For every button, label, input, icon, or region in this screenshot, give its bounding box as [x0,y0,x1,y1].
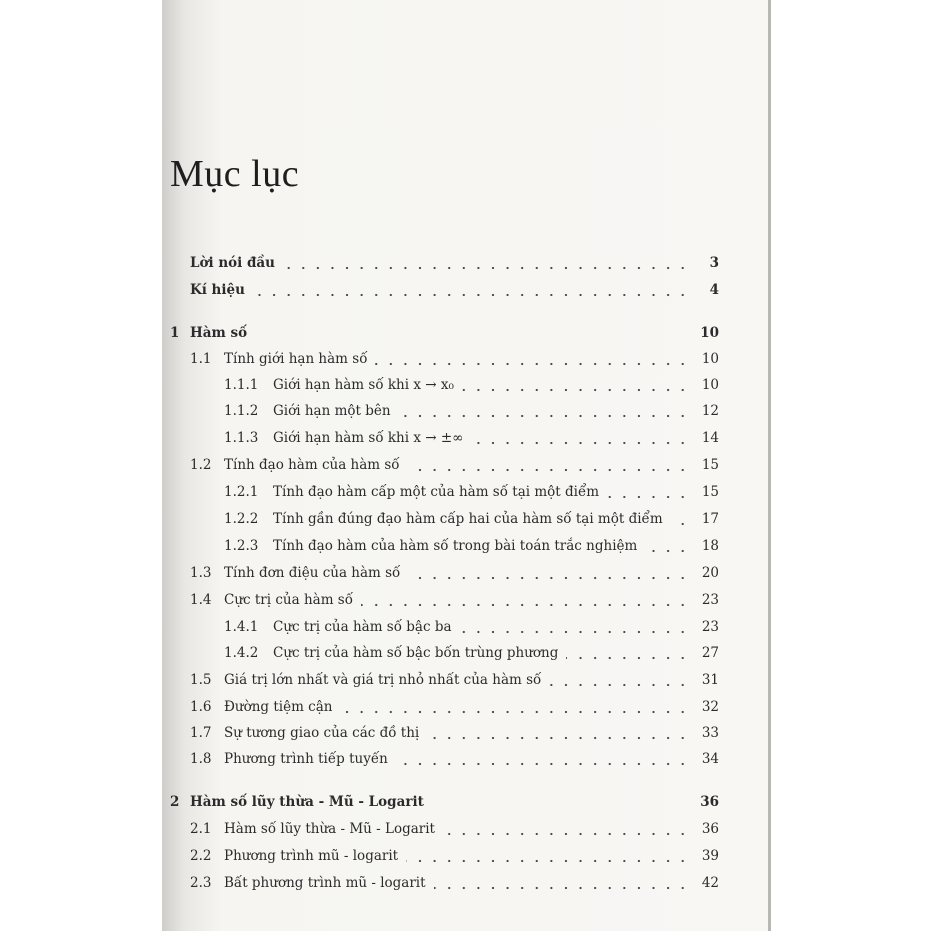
toc-title: Đường tiệm cận [224,699,333,715]
toc-entry-subsection [0,642,931,664]
toc-page-number: 12 [701,403,719,419]
toc-entry-subsection [0,508,931,530]
toc-entry-subsection [0,616,931,638]
toc-page-number: 10 [701,351,719,367]
toc-number: 1.4.1 [224,619,259,635]
toc-page-number: 32 [701,699,719,715]
toc-title: Bất phương trình mũ - logarit [224,875,426,891]
toc-title: Phương trình tiếp tuyến [224,751,388,767]
toc-entry-section [0,872,931,894]
toc-entry-section [0,669,931,691]
toc-entry-section [0,845,931,867]
toc-entry-section [0,348,931,370]
toc-page-number: 39 [701,848,719,864]
toc-entry-section [0,589,931,611]
toc-entry-chapter [0,322,931,344]
toc-title: Giới hạn hàm số khi x → x₀ [273,377,454,393]
toc-page-number: 42 [701,875,719,891]
toc-number: 2.1 [190,821,212,837]
toc-title: Cực trị của hàm số bậc bốn trùng phương [273,645,559,661]
toc-title: Giới hạn một bên [273,403,391,419]
toc-entry-front [0,279,931,301]
toc-page-number: 33 [701,725,719,741]
toc-dot-leader [375,348,690,370]
toc-title: Tính đạo hàm của hàm số trong bài toán trắc nghiệm [273,538,638,554]
toc-number: 1.3 [190,565,212,581]
toc-page-number: 4 [709,282,719,298]
toc-number: 1.6 [190,699,212,715]
toc-number: 1.1 [190,351,212,367]
toc-number: 1.1.3 [224,430,259,446]
toc-page-number: 31 [701,672,719,688]
toc-number: 1.1.1 [224,377,259,393]
toc-title: Lời nói đầu [190,255,275,271]
toc-dot-leader [408,562,690,584]
toc-dot-leader [434,872,690,894]
toc-page-number: 17 [701,511,719,527]
toc-dot-leader [399,400,690,422]
toc-page-number: 15 [701,457,719,473]
toc-title: Hàm số lũy thừa - Mũ - Logarit [224,821,435,837]
toc-dot-leader [408,454,690,476]
toc-entry-subsection [0,535,931,557]
toc-number: 1.1.2 [224,403,259,419]
toc-entry-section [0,454,931,476]
toc-title: Cực trị của hàm số [224,592,353,608]
toc-number: 1.5 [190,672,212,688]
toc-title: Sự tương giao của các đồ thị [224,725,420,741]
page-title: Mục lục [170,153,300,195]
toc-dot-leader [645,535,690,557]
toc-title: Kí hiệu [190,282,245,298]
toc-entry-section [0,818,931,840]
toc-entry-subsection [0,427,931,449]
toc-dot-leader [471,427,690,449]
toc-title: Cực trị của hàm số bậc ba [273,619,452,635]
toc-page-number: 23 [701,619,719,635]
toc-number: 2 [170,794,180,810]
toc-dot-leader [283,252,690,274]
toc-dot-leader [427,722,690,744]
toc-title: Giá trị lớn nhất và giá trị nhỏ nhất của hàm số [224,672,542,688]
toc-number: 1 [170,325,180,341]
toc-number: 1.2.1 [224,484,259,500]
toc-title: Hàm số lũy thừa - Mũ - Logarit [190,794,424,810]
toc-page-number: 27 [701,645,719,661]
toc-dot-leader [566,642,690,664]
toc-title: Tính đạo hàm của hàm số [224,457,400,473]
toc-number: 1.7 [190,725,212,741]
toc-page-number: 20 [701,565,719,581]
toc-title: Tính đạo hàm cấp một của hàm số tại một điểm [273,484,600,500]
toc-page-number: 18 [701,538,719,554]
toc-dot-leader [671,508,690,530]
toc-number: 2.3 [190,875,212,891]
toc-title: Tính đơn điệu của hàm số [224,565,401,581]
toc-page-number: 10 [701,377,719,393]
toc-entry-subsection [0,400,931,422]
toc-dot-leader [607,481,690,503]
toc-number: 1.2.3 [224,538,259,554]
toc-number: 1.4.2 [224,645,259,661]
toc-entry-subsection [0,481,931,503]
toc-title: Giới hạn hàm số khi x → ±∞ [273,430,464,446]
toc-title: Tính giới hạn hàm số [224,351,368,367]
toc-entry-section [0,748,931,770]
toc-entry-section [0,722,931,744]
toc-dot-leader [443,818,690,840]
toc-page-number: 23 [701,592,719,608]
toc-page-number: 14 [701,430,719,446]
toc-title: Hàm số [190,325,248,341]
toc-number: 1.2.2 [224,511,259,527]
toc-dot-leader [396,748,690,770]
toc-number: 1.2 [190,457,212,473]
toc-entry-chapter [0,791,931,813]
toc-page-number: 3 [709,255,719,271]
toc-entry-front [0,252,931,274]
toc-dot-leader [340,696,690,718]
toc-title: Tính gần đúng đạo hàm cấp hai của hàm số tại một điểm [273,511,663,527]
toc-page-number: 36 [701,821,719,837]
toc-dot-leader [361,589,690,611]
toc-dot-leader [460,616,690,638]
toc-dot-leader [549,669,690,691]
toc-number: 1.8 [190,751,212,767]
toc-dot-leader [406,845,690,867]
toc-entry-section [0,562,931,584]
toc-dot-leader [253,279,690,301]
toc-dot-leader [462,374,690,396]
toc-entry-section [0,696,931,718]
toc-title: Phương trình mũ - logarit [224,848,399,864]
toc-page-number: 34 [701,751,719,767]
toc-page-number: 36 [700,794,719,810]
toc-number: 1.4 [190,592,212,608]
toc-entry-subsection [0,374,931,396]
toc-page-number: 10 [700,325,719,341]
toc-page-number: 15 [701,484,719,500]
toc-number: 2.2 [190,848,212,864]
